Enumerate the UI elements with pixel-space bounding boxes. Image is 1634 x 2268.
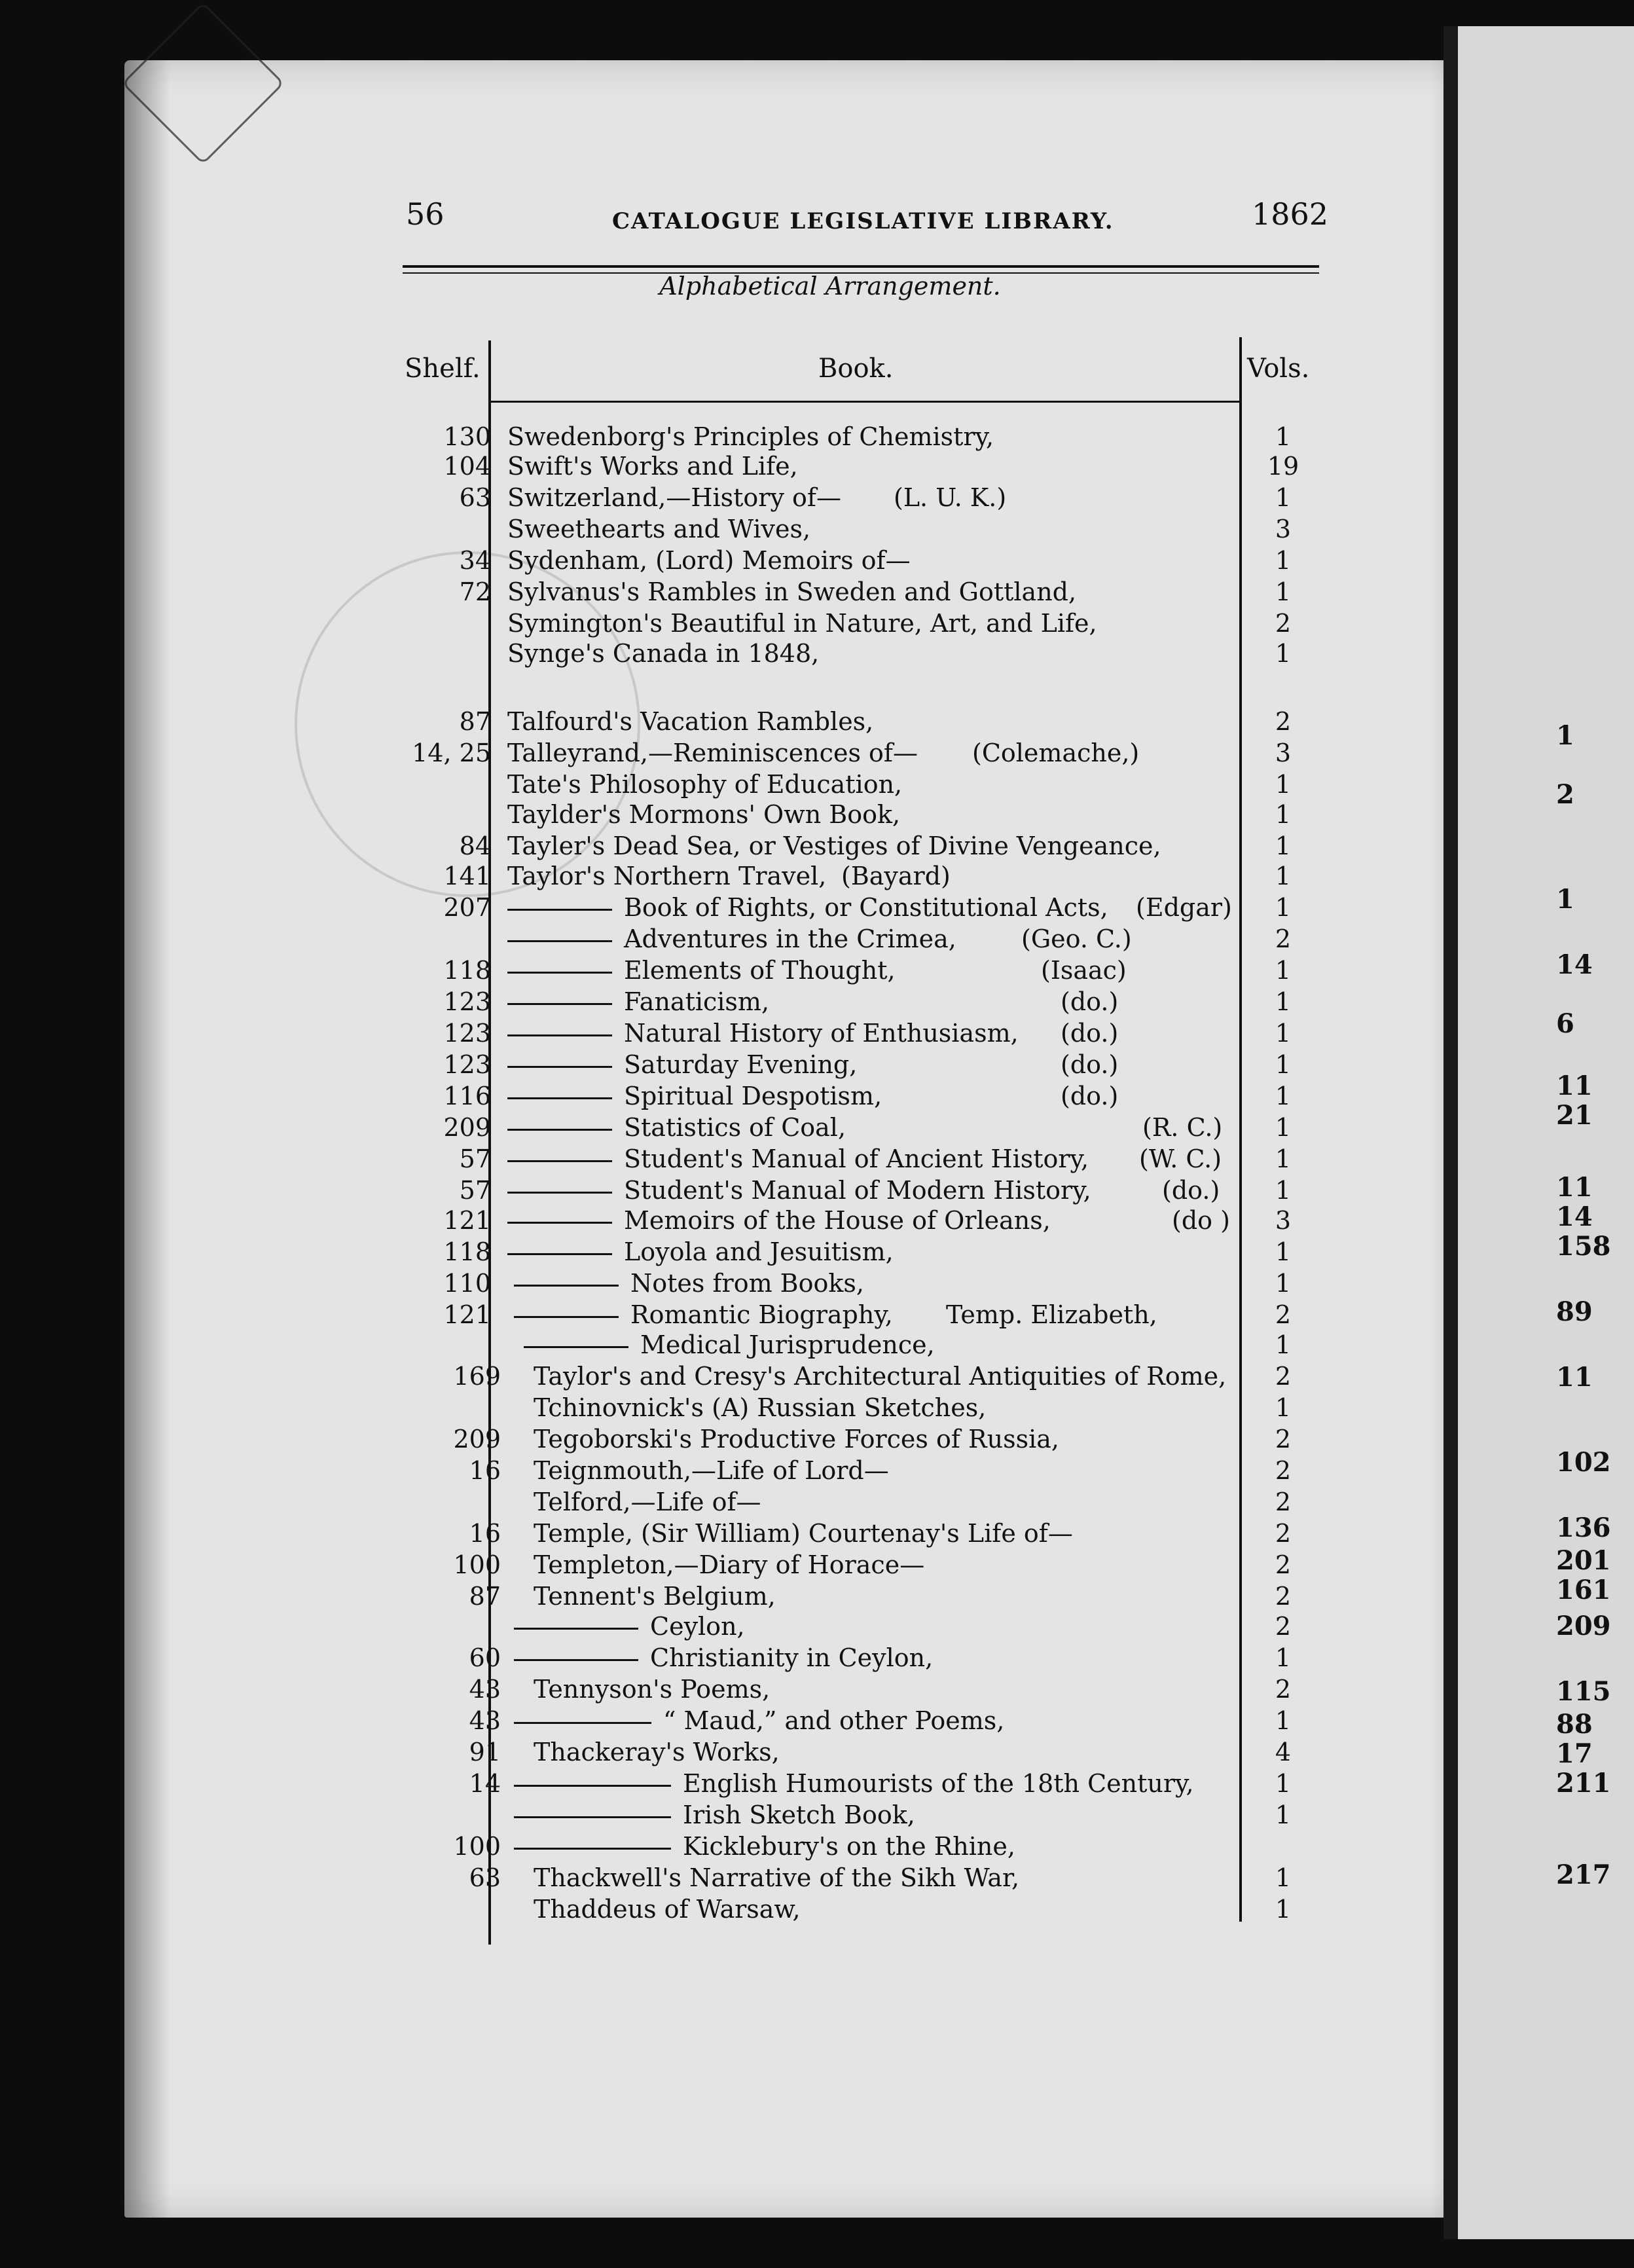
adjoining-page-number: 11 (1556, 1172, 1593, 1203)
entry-title-text: Temple, (Sir William) Courtenay's Life of— (534, 1519, 1073, 1548)
entry-title (507, 924, 956, 953)
entry-title (507, 452, 798, 481)
catalogue-entry (0, 577, 1634, 609)
catalogue-entry (0, 1113, 1634, 1144)
entry-vols: 2 (1275, 1300, 1292, 1329)
entry-title (534, 1488, 761, 1516)
entry-shelf-number: 84 (459, 832, 491, 860)
entry-vols: 2 (1275, 1550, 1292, 1579)
catalogue-entry (0, 1206, 1634, 1237)
catalogue-entry (0, 452, 1634, 483)
entry-author: (W. C.) (1139, 1144, 1222, 1173)
entry-title (514, 1801, 915, 1829)
catalogue-entry (0, 800, 1634, 832)
entry-title (507, 515, 810, 543)
entry-title (524, 1330, 935, 1359)
entry-vols: 3 (1275, 1206, 1292, 1235)
entry-title-text: Swedenborg's Principles of Chemistry, (507, 422, 994, 451)
entry-title (507, 1113, 846, 1142)
entry-title (507, 1082, 882, 1110)
catalogue-entry (0, 893, 1634, 924)
entry-shelf-number: 100 (453, 1550, 501, 1579)
entry-title (507, 770, 902, 799)
entry-title (514, 1832, 1015, 1861)
entry-shelf-number: 63 (469, 1863, 501, 1892)
entry-title-text: Spiritual Despotism, (624, 1082, 882, 1110)
catalogue-entry (0, 1801, 1634, 1832)
catalogue-entry (0, 422, 1634, 454)
catalogue-entry (0, 1832, 1634, 1863)
ditto-dash (507, 1034, 612, 1036)
entry-vols: 1 (1275, 1801, 1292, 1829)
entry-title (507, 832, 1161, 860)
entry-title (507, 609, 1097, 638)
entry-shelf-number: 110 (443, 1269, 491, 1298)
entry-shelf-number: 14 (469, 1769, 501, 1798)
adjoining-page-number: 209 (1556, 1611, 1611, 1641)
entry-title-text: Natural History of Enthusiasm, (624, 1019, 1019, 1048)
entry-title-text: Symington's Beautiful in Nature, Art, and Life, (507, 609, 1097, 638)
entry-vols: 1 (1275, 832, 1292, 860)
ditto-dash (514, 1628, 638, 1630)
ditto-dash (514, 1316, 619, 1318)
entry-title-text: Ceylon, (650, 1612, 745, 1641)
entry-title-text: Thaddeus of Warsaw, (534, 1895, 801, 1924)
entry-title (514, 1300, 893, 1329)
header-rule (403, 265, 1319, 268)
catalogue-entry (0, 1330, 1634, 1362)
entry-title-text: Student's Manual of Ancient History, (624, 1144, 1089, 1173)
entry-vols: 2 (1275, 1362, 1292, 1391)
catalogue-entry (0, 1082, 1634, 1113)
catalogue-entry (0, 832, 1634, 863)
page-title: CATALOGUE LEGISLATIVE LIBRARY. (612, 208, 1114, 234)
catalogue-entry (0, 1393, 1634, 1425)
adjoining-page-number: 158 (1556, 1231, 1611, 1262)
entry-author: (Geo. C.) (1021, 924, 1132, 953)
entry-title-text: Tate's Philosophy of Education, (507, 770, 903, 799)
entry-vols: 2 (1275, 1456, 1292, 1485)
adjoining-page-number: 102 (1556, 1447, 1611, 1478)
entry-vols: 1 (1275, 1269, 1292, 1298)
catalogue-entry (0, 1176, 1634, 1207)
entry-shelf-number: 43 (469, 1706, 501, 1735)
catalogue-entry (0, 1895, 1634, 1926)
entry-vols: 19 (1267, 452, 1299, 481)
entry-title-text: Taylor's and Cresy's Architectural Antiquities of Rome, (534, 1362, 1227, 1391)
entry-shelf-number: 34 (459, 546, 491, 575)
ditto-dash (507, 972, 612, 974)
entry-vols: 1 (1275, 1113, 1292, 1142)
entry-author: (Edgar) (1136, 893, 1232, 922)
adjoining-page-number: 2 (1556, 779, 1574, 810)
entry-vols: 1 (1275, 1082, 1292, 1110)
entry-author: (Bayard) (841, 862, 951, 890)
entry-title (507, 483, 841, 512)
entry-title-text: Memoirs of the House of Orleans, (624, 1206, 1051, 1235)
catalogue-entry (0, 1519, 1634, 1550)
entry-title-text: Sweethearts and Wives, (507, 515, 811, 543)
entry-title-text: Irish Sketch Book, (683, 1801, 915, 1829)
entry-author: (L. U. K.) (894, 483, 1007, 512)
entry-author: (do ) (1172, 1206, 1230, 1235)
catalogue-entry (0, 1425, 1634, 1456)
entry-title (534, 1738, 780, 1766)
entry-vols: 2 (1275, 609, 1292, 638)
entry-author: (Colemache,) (972, 739, 1140, 767)
entry-shelf-number: 87 (459, 707, 491, 736)
entry-vols: 2 (1275, 1488, 1292, 1516)
entry-vols: 1 (1275, 893, 1292, 922)
entry-title-text: Thackwell's Narrative of the Sikh War, (534, 1863, 1020, 1892)
entry-shelf-number: 116 (443, 1082, 491, 1110)
entry-title (534, 1425, 1059, 1454)
entry-title-text: Talfourd's Vacation Rambles, (507, 707, 874, 736)
entry-vols: 1 (1275, 1019, 1292, 1048)
section-subtitle: Alphabetical Arrangement. (659, 272, 1001, 301)
catalogue-entry (0, 1550, 1634, 1582)
entry-vols: 2 (1275, 1582, 1292, 1611)
entry-shelf-number: 16 (469, 1456, 501, 1485)
adjoining-page-number: 88 (1556, 1709, 1593, 1740)
entry-vols: 1 (1275, 1769, 1292, 1798)
entry-author: (Isaac) (1041, 956, 1127, 985)
catalogue-entry (0, 1456, 1634, 1488)
entry-title (514, 1269, 864, 1298)
ditto-dash (507, 1066, 612, 1068)
entry-shelf-number: 104 (443, 452, 491, 481)
entry-author: (do.) (1162, 1176, 1220, 1205)
entry-title (507, 1206, 1051, 1235)
entry-shelf-number: 43 (469, 1675, 501, 1704)
adjoining-page-number: 21 (1556, 1100, 1593, 1131)
entry-title (507, 862, 826, 890)
entry-vols: 1 (1275, 483, 1292, 512)
catalogue-entry (0, 1019, 1634, 1050)
entry-title (534, 1582, 776, 1611)
entry-title-text: Christianity in Ceylon, (650, 1643, 934, 1672)
catalogue-entry (0, 1300, 1634, 1332)
catalogue-entry (0, 707, 1634, 739)
catalogue-entry (0, 862, 1634, 893)
entry-shelf-number: 169 (453, 1362, 501, 1391)
entry-shelf-number: 123 (443, 1019, 491, 1048)
ditto-dash (514, 1816, 671, 1818)
entry-shelf-number: 14, 25 (412, 739, 491, 767)
entry-title (507, 1144, 1089, 1173)
entry-vols: 3 (1275, 515, 1292, 543)
catalogue-entry (0, 956, 1634, 987)
entry-title-text: Templeton,—Diary of Horace— (534, 1550, 925, 1579)
adjoining-page-number: 14 (1556, 1201, 1593, 1232)
ditto-dash (507, 1129, 612, 1131)
entry-title-text: Student's Manual of Modern History, (624, 1176, 1091, 1205)
entry-shelf-number: 141 (443, 862, 491, 890)
catalogue-entry (0, 1582, 1634, 1613)
catalogue-entry (0, 1144, 1634, 1176)
entry-author: (do.) (1061, 1050, 1119, 1079)
entry-title (507, 1019, 1019, 1048)
catalogue-entry (0, 1269, 1634, 1300)
entry-title-text: Book of Rights, or Constitutional Acts, (624, 893, 1108, 922)
entry-shelf-number: 100 (453, 1832, 501, 1861)
entry-vols: 1 (1275, 1706, 1292, 1735)
entry-title (507, 707, 873, 736)
catalogue-entry (0, 1488, 1634, 1519)
entry-title-text: Fanaticism, (624, 987, 770, 1016)
entry-title (534, 1895, 801, 1924)
entry-vols: 2 (1275, 1425, 1292, 1454)
ditto-dash (524, 1346, 628, 1348)
entry-vols: 1 (1275, 1643, 1292, 1672)
entry-title-text: Sylvanus's Rambles in Sweden and Gottland, (507, 577, 1077, 606)
entry-shelf-number: 209 (443, 1113, 491, 1142)
entry-title-text: Romantic Biography, (630, 1300, 893, 1329)
entry-vols: 2 (1275, 1675, 1292, 1704)
entry-title-text: Tchinovnick's (A) Russian Sketches, (534, 1393, 987, 1422)
entry-title-text: Saturday Evening, (624, 1050, 858, 1079)
entry-title-text: Tennyson's Poems, (534, 1675, 771, 1704)
book-column-header: Book. (818, 354, 894, 384)
entry-vols: 2 (1275, 924, 1292, 953)
catalogue-entry (0, 987, 1634, 1019)
ditto-dash (507, 1160, 612, 1162)
entry-title (534, 1362, 1226, 1391)
vols-column-header: Vols. (1247, 354, 1310, 384)
entry-vols: 1 (1275, 1330, 1292, 1359)
entry-title-text: Telford,—Life of— (534, 1488, 761, 1516)
entry-title (507, 739, 918, 767)
entry-vols: 1 (1275, 800, 1292, 829)
entry-title-text: Taylder's Mormons' Own Book, (507, 800, 901, 829)
entry-author: Temp. Elizabeth, (946, 1300, 1157, 1329)
entry-vols: 1 (1275, 987, 1292, 1016)
ditto-dash (507, 1003, 612, 1005)
entry-vols: 2 (1275, 1612, 1292, 1641)
entry-title-text: Switzerland,—History of— (507, 483, 841, 512)
catalogue-entry (0, 1050, 1634, 1082)
entry-title-text: Swift's Works and Life, (507, 452, 798, 481)
entry-title (534, 1675, 770, 1704)
entry-title (507, 1237, 894, 1266)
entry-shelf-number: 123 (443, 987, 491, 1016)
entry-shelf-number: 130 (443, 422, 491, 451)
entry-title-text: Kicklebury's on the Rhine, (683, 1832, 1015, 1861)
entry-shelf-number: 123 (443, 1050, 491, 1079)
ditto-dash (507, 909, 612, 911)
page-number: 56 (406, 196, 445, 232)
entry-title (507, 546, 911, 575)
catalogue-entry (0, 609, 1634, 640)
entry-title-text: Elements of Thought, (624, 956, 896, 985)
entry-title (507, 956, 896, 985)
entry-author: (do.) (1061, 1019, 1119, 1048)
ditto-dash (507, 1192, 612, 1194)
entry-shelf-number: 121 (443, 1206, 491, 1235)
entry-author: (do.) (1061, 987, 1119, 1016)
entry-author: (do.) (1061, 1082, 1119, 1110)
entry-title (507, 987, 769, 1016)
entry-shelf-number: 57 (459, 1144, 491, 1173)
adjoining-page-number: 161 (1556, 1575, 1611, 1605)
entry-shelf-number: 63 (459, 483, 491, 512)
entry-title-text: Tegoborski's Productive Forces of Russia, (534, 1425, 1059, 1454)
adjoining-page-number: 17 (1556, 1738, 1593, 1769)
adjoining-page-number: 136 (1556, 1512, 1611, 1543)
entry-vols: 1 (1275, 1393, 1292, 1422)
adjoining-page-number: 115 (1556, 1676, 1611, 1707)
catalogue-entry (0, 1738, 1634, 1769)
entry-vols: 1 (1275, 862, 1292, 890)
entry-shelf-number: 72 (459, 577, 491, 606)
catalogue-entry (0, 1362, 1634, 1393)
catalogue-entry (0, 1675, 1634, 1706)
entry-title (507, 1050, 857, 1079)
entry-vols: 1 (1275, 1237, 1292, 1266)
entry-vols: 1 (1275, 546, 1292, 575)
entry-title (514, 1643, 933, 1672)
column-header-rule (488, 401, 1241, 403)
entry-vols: 1 (1275, 1050, 1292, 1079)
entry-vols: 2 (1275, 707, 1292, 736)
entry-title (507, 639, 819, 668)
entry-shelf-number: 91 (469, 1738, 501, 1766)
adjoining-page-number: 217 (1556, 1859, 1611, 1890)
entry-title-text: Notes from Books, (630, 1269, 864, 1298)
catalogue-entry (0, 1769, 1634, 1801)
entry-vols: 1 (1275, 1176, 1292, 1205)
adjoining-page-number: 89 (1556, 1296, 1593, 1327)
entry-title (514, 1769, 1194, 1798)
catalogue-entry (0, 546, 1634, 577)
entry-vols: 1 (1275, 956, 1292, 985)
entry-vols: 1 (1275, 639, 1292, 668)
ditto-dash (514, 1722, 651, 1724)
ditto-dash (507, 1097, 612, 1099)
entry-title (534, 1393, 986, 1422)
entry-title (534, 1456, 889, 1485)
entry-title-text: Taylor's Northern Travel, (507, 862, 827, 890)
catalogue-entry (0, 1863, 1634, 1895)
catalogue-entry (0, 483, 1634, 515)
entry-vols: 1 (1275, 422, 1292, 451)
entry-title-text: Statistics of Coal, (624, 1113, 846, 1142)
entry-vols: 1 (1275, 770, 1292, 799)
entry-vols: 1 (1275, 1863, 1292, 1892)
entry-shelf-number: 57 (459, 1176, 491, 1205)
entry-title-text: English Humourists of the 18th Century, (683, 1769, 1194, 1798)
catalogue-entry (0, 515, 1634, 546)
adjoining-page-number: 201 (1556, 1545, 1611, 1576)
entry-title (507, 893, 1108, 922)
entry-title (507, 422, 994, 451)
entry-title-text: Talleyrand,—Reminiscences of— (507, 739, 918, 767)
entry-title-text: Adventures in the Crimea, (624, 924, 956, 953)
entry-vols: 1 (1275, 1895, 1292, 1924)
ditto-dash (507, 1253, 612, 1255)
entry-title (507, 1176, 1091, 1205)
entry-author: (R. C.) (1142, 1113, 1223, 1142)
adjoining-page-number: 211 (1556, 1768, 1611, 1799)
ditto-dash (514, 1659, 638, 1661)
entry-title (534, 1519, 1073, 1548)
catalogue-entry (0, 1237, 1634, 1269)
entry-shelf-number: 121 (443, 1300, 491, 1329)
entry-title-text: Tennent's Belgium, (534, 1582, 776, 1611)
adjoining-page-number: 11 (1556, 1070, 1593, 1101)
shelf-column-header: Shelf. (405, 354, 481, 384)
adjoining-page-number: 14 (1556, 949, 1593, 980)
entry-title-text: Sydenham, (Lord) Memoirs of— (507, 546, 911, 575)
ditto-dash (514, 1785, 671, 1787)
entry-title (507, 577, 1076, 606)
catalogue-entry (0, 1612, 1634, 1643)
entry-shelf-number: 207 (443, 893, 491, 922)
ditto-dash (514, 1285, 619, 1287)
entry-title (507, 800, 900, 829)
entry-title (514, 1706, 1004, 1735)
entry-title-text: Tayler's Dead Sea, or Vestiges of Divine Vengeance, (507, 832, 1161, 860)
adjoining-page-number: 6 (1556, 1008, 1574, 1039)
adjoining-page-number: 1 (1556, 884, 1574, 915)
ditto-dash (507, 1222, 612, 1224)
catalogue-entry (0, 639, 1634, 670)
entry-title-text: Medical Jurisprudence, (640, 1330, 935, 1359)
entry-shelf-number: 60 (469, 1643, 501, 1672)
entry-vols: 1 (1275, 1144, 1292, 1173)
entry-shelf-number: 118 (443, 956, 491, 985)
page-year: 1862 (1252, 196, 1329, 232)
entry-title-text: Teignmouth,—Life of Lord— (534, 1456, 889, 1485)
entry-title (534, 1863, 1019, 1892)
entry-title (514, 1612, 745, 1641)
entry-title-text: Loyola and Jesuitism, (624, 1237, 894, 1266)
entry-vols: 2 (1275, 1519, 1292, 1548)
catalogue-entry (0, 739, 1634, 770)
entry-shelf-number: 209 (453, 1425, 501, 1454)
entry-title-text: “ Maud,” and other Poems, (663, 1706, 1005, 1735)
catalogue-entry (0, 924, 1634, 956)
ditto-dash (514, 1848, 671, 1850)
entry-vols: 3 (1275, 739, 1292, 767)
entry-title-text: Thackeray's Works, (534, 1738, 780, 1766)
catalogue-entry (0, 1643, 1634, 1675)
catalogue-entry (0, 1706, 1634, 1738)
entry-shelf-number: 118 (443, 1237, 491, 1266)
entry-vols: 1 (1275, 577, 1292, 606)
entry-title-text: Synge's Canada in 1848, (507, 639, 820, 668)
entry-shelf-number: 87 (469, 1582, 501, 1611)
entry-shelf-number: 16 (469, 1519, 501, 1548)
adjoining-page-number: 1 (1556, 720, 1574, 751)
entry-title (534, 1550, 924, 1579)
adjoining-page-number: 11 (1556, 1362, 1593, 1393)
catalogue-entry (0, 770, 1634, 801)
ditto-dash (507, 940, 612, 942)
entry-vols: 4 (1275, 1738, 1292, 1766)
